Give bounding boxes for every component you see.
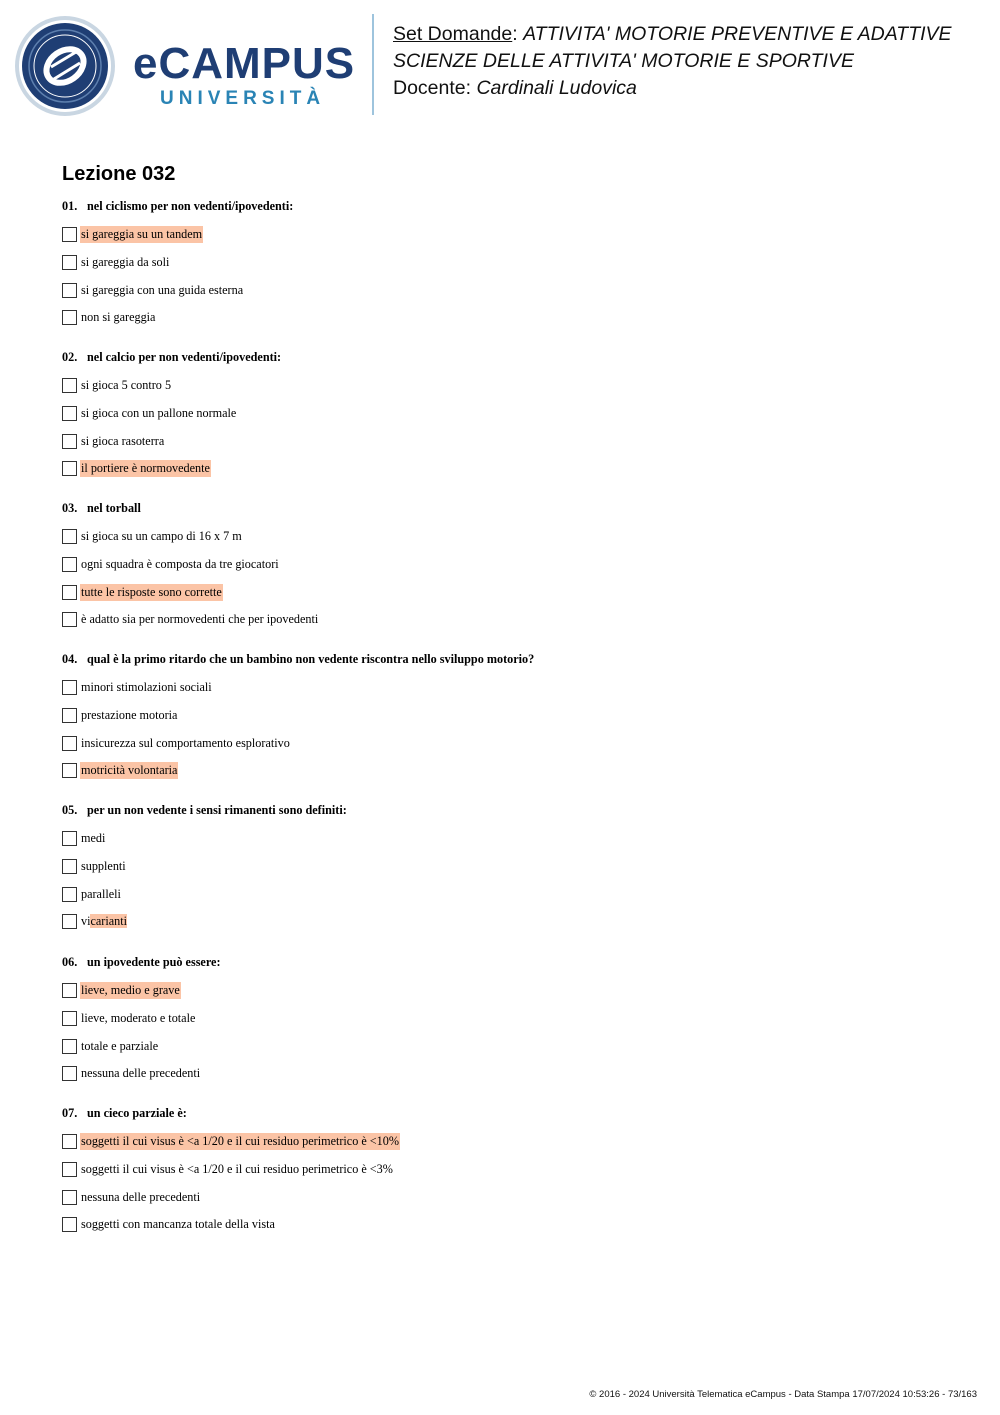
answer-option [62,1189,201,1218]
answer-text-correct: motricità volontaria [81,763,178,778]
question-title [62,803,347,831]
set-line [393,21,952,48]
answer-option [62,1066,221,1094]
answer-checkbox[interactable] [62,763,77,778]
question-text: per un non vedente i sensi rimanenti sono definiti: [87,803,347,817]
answer-checkbox[interactable] [62,1039,77,1054]
question-05 [62,803,347,942]
answer-checkbox[interactable] [62,859,77,874]
question-text: nel torball [87,501,141,515]
answer-option [62,529,242,557]
answer-option [62,1217,275,1245]
question-title [62,501,141,529]
answer-checkbox[interactable] [62,1162,77,1177]
answer-text: non si gareggia [81,310,156,325]
header-divider [372,14,374,115]
answer-text: si gioca con un pallone normale [81,405,237,420]
question-03 [62,501,319,640]
question-text: nel ciclismo per non vedenti/ipovedenti: [87,199,294,213]
question-text: un ipovedente può essere: [87,955,221,969]
brand-wordmark [133,39,356,88]
question-number: 06. [62,955,78,969]
answer-text: paralleli [81,886,121,901]
answer-text-correct: soggetti il cui visus è <a 1/20 e il cui residuo perimetrico è <10% [81,1134,400,1148]
question-04 [62,652,534,791]
answer-text: si gioca rasoterra [81,433,165,448]
answer-option [62,708,534,736]
teacher-line [393,75,952,102]
answer-checkbox[interactable] [62,1066,77,1081]
answer-checkbox[interactable] [62,1011,77,1026]
question-number: 04. [62,652,78,666]
question-number: 05. [62,803,78,817]
answer-checkbox[interactable] [62,557,77,572]
answer-text: medi [81,831,106,845]
answer-checkbox[interactable] [62,310,77,325]
set-colon: : [512,23,524,45]
answer-text-highlight: carianti [90,914,128,929]
answer-option [62,831,347,859]
answer-option [62,1134,400,1162]
brand-name: eCAMPUS [133,39,356,88]
answer-option [62,763,534,791]
answer-checkbox[interactable] [62,227,77,242]
answer-checkbox[interactable] [62,914,77,929]
answer-option [62,556,279,585]
answer-text-correct [80,913,128,930]
answer-text: supplenti [81,858,126,873]
question-01 [62,199,293,338]
answer-checkbox[interactable] [62,406,77,421]
answer-option [62,461,281,489]
question-06 [62,955,221,1094]
answer-option [62,378,281,406]
answer-text: nessuna delle precedenti [81,1189,201,1204]
brand-subtitle: UNIVERSITÀ [160,88,326,109]
answer-checkbox[interactable] [62,585,77,600]
course-line-2-row [393,48,952,75]
question-title [62,652,534,680]
answer-text: soggetti il cui visus è <a 1/20 e il cui residuo perimetrico è <3% [81,1161,393,1176]
question-title [62,350,281,378]
answer-checkbox[interactable] [62,1190,77,1205]
answer-checkbox[interactable] [62,461,77,476]
answer-text: è adatto sia per normovedenti che per ipovedenti [81,612,319,627]
answer-text-prefix: vi [81,914,91,929]
answer-checkbox[interactable] [62,612,77,627]
question-number: 07. [62,1106,78,1120]
answer-option [62,310,293,338]
answer-option [62,283,293,311]
question-text: nel calcio per non vedenti/ipovedenti: [87,350,282,364]
answer-checkbox[interactable] [62,887,77,902]
answer-checkbox[interactable] [62,708,77,723]
answer-text: nessuna delle precedenti [81,1066,201,1081]
answer-option [62,983,221,1011]
answer-text: minori stimolazioni sociali [81,680,212,694]
set-label: Set Domande [393,23,513,45]
course-line-1: ATTIVITA' MOTORIE PREVENTIVE E ADATTIVE [523,23,952,45]
teacher-name: Cardinali Ludovica [476,77,637,99]
answer-checkbox[interactable] [62,434,77,449]
question-02 [62,350,281,489]
answer-text-correct: si gareggia su un tandem [81,227,203,241]
answer-option [62,1161,393,1190]
question-text: qual è la primo ritardo che un bambino non vedente riscontra nello sviluppo motorio? [87,652,535,666]
question-title [62,199,293,227]
answer-checkbox[interactable] [62,1217,77,1232]
answer-option [62,736,534,764]
header-info [393,21,952,102]
answer-option [62,584,222,613]
answer-checkbox[interactable] [62,255,77,270]
answer-option [62,680,534,708]
answer-option [62,406,281,434]
answer-text-correct: lieve, medio e grave [81,983,180,997]
answer-text: totale e parziale [81,1038,159,1053]
page-footer: © 2016 - 2024 Università Telematica eCampus - Data Stampa 17/07/2024 10:53:26 - 73/163 [589,1389,977,1400]
page-header [0,0,1000,130]
answer-option [62,255,293,283]
answer-text: lieve, moderato e totale [81,1010,196,1025]
answer-option [62,1039,221,1067]
answer-checkbox[interactable] [62,736,77,751]
question-title [62,1106,187,1134]
answer-text: si gioca su un campo di 16 x 7 m [81,529,242,543]
answer-text: si gareggia con una guida esterna [81,282,244,297]
answer-checkbox[interactable] [62,680,77,695]
answer-checkbox[interactable] [62,983,77,998]
answer-text: prestazione motoria [81,707,178,722]
ecampus-seal-icon [14,15,116,117]
answer-text: si gareggia da soli [81,254,170,269]
answer-text-correct: il portiere è normovedente [81,461,210,476]
lesson-title: Lezione 032 [62,163,176,185]
teacher-label: Docente: [393,77,477,99]
answer-checkbox[interactable] [62,378,77,393]
answer-text: soggetti con mancanza totale della vista [81,1217,275,1232]
answer-option [62,859,347,887]
answer-option [62,914,347,942]
answer-checkbox[interactable] [62,529,77,544]
answer-text: si gioca 5 contro 5 [81,378,172,392]
answer-option [62,887,347,915]
answer-option [62,434,281,462]
question-text: un cieco parziale è: [87,1106,187,1120]
answer-option [62,227,293,255]
answer-checkbox[interactable] [62,1134,77,1149]
question-number: 01. [62,199,78,213]
question-title [62,955,221,983]
course-line-2: SCIENZE DELLE ATTIVITA' MOTORIE E SPORTIVE [393,50,854,72]
question-number: 03. [62,501,78,515]
question-07 [62,1106,400,1245]
answer-option [62,612,319,640]
answer-checkbox[interactable] [62,283,77,298]
answer-text-correct: tutte le risposte sono corrette [81,584,222,599]
answer-text: ogni squadra è composta da tre giocatori [81,556,279,571]
question-number: 02. [62,350,78,364]
answer-text: insicurezza sul comportamento esplorativo [81,735,290,750]
answer-option [62,1011,221,1039]
answer-checkbox[interactable] [62,831,77,846]
